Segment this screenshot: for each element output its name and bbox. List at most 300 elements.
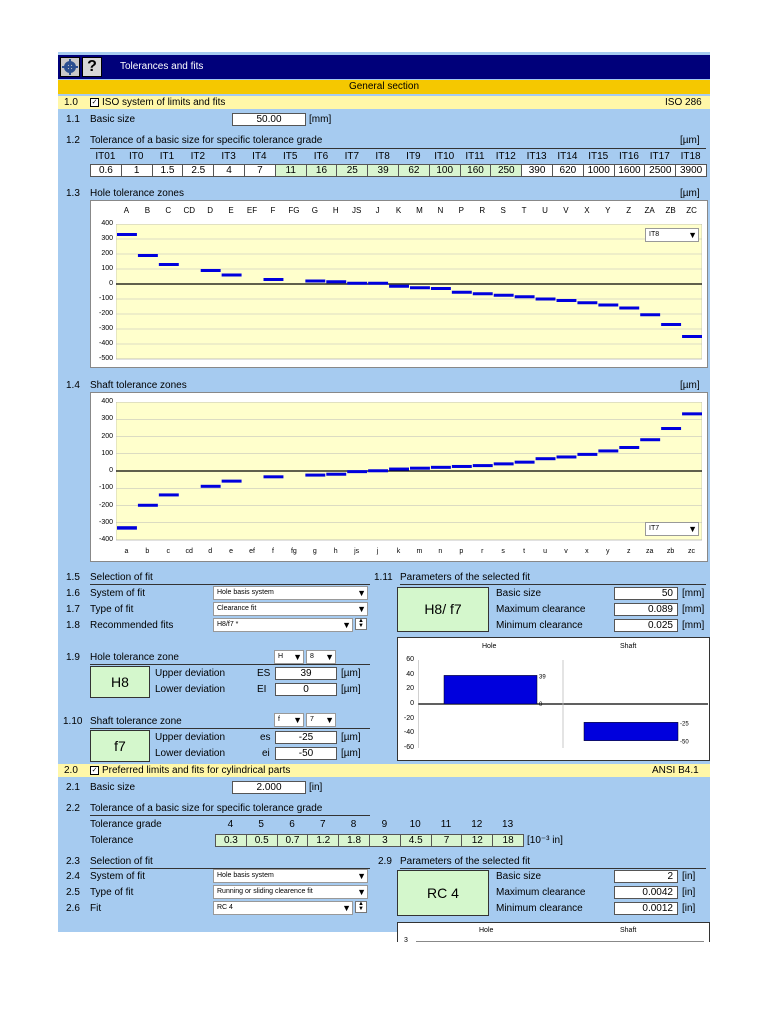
hole-upper-label: Upper deviation	[155, 668, 226, 679]
y-tick-label: -100	[98, 484, 113, 492]
zone-bar-k	[389, 468, 409, 471]
grade-header: IT11	[465, 151, 485, 162]
grade-header: IT7	[344, 151, 360, 162]
hole-zones-chart	[116, 224, 702, 360]
shaft-lower-sym: ei	[262, 748, 270, 759]
grade-value: 25	[336, 164, 368, 177]
zone-bar-ZB	[661, 323, 681, 326]
grade-value: 2500	[644, 164, 676, 177]
ansi-standard: ANSI B4.1	[652, 765, 699, 776]
grade-in-value: 0.7	[277, 834, 309, 847]
y-tick-label: -500	[98, 355, 113, 362]
ansi-checkbox[interactable]: ✓	[91, 766, 98, 774]
category-label: a	[124, 548, 129, 555]
section-2-num: 2.0	[64, 765, 78, 776]
row-num: 2.3	[66, 856, 80, 867]
divider	[90, 815, 370, 816]
category-label: D	[207, 206, 214, 215]
dropdown-arrow-icon: ▼	[293, 652, 302, 662]
recommended-fits-select[interactable]	[213, 618, 353, 632]
dropdown-arrow-icon: ▼	[357, 887, 366, 897]
grade-value: 620	[552, 164, 584, 177]
zone-bar-D	[201, 269, 221, 272]
grade-in-header: 13	[502, 819, 514, 830]
zone-bar-V	[557, 299, 577, 302]
zone-bar-M	[410, 286, 430, 289]
shaft-lower-value: -50	[275, 747, 337, 760]
grade-value: 1600	[614, 164, 646, 177]
hole-zones-label: Hole tolerance zones	[90, 188, 184, 199]
recommended-fits-spinner[interactable]: ▲ ▼	[355, 618, 367, 630]
hole-upper-value: 39	[275, 667, 337, 680]
category-label: T	[521, 206, 527, 215]
grade-in-value: 1.8	[338, 834, 370, 847]
shaft-grade-value: IT7	[649, 525, 660, 532]
row-num: 1.9	[66, 652, 80, 663]
shaft-letter-value: f	[278, 716, 280, 723]
zone-bar-zb	[661, 427, 681, 430]
y-tick-label: -60	[403, 744, 414, 751]
fit-chart-shaft-label: Shaft	[620, 643, 637, 650]
fit-selection-label: Selection of fit	[90, 572, 153, 583]
row-num: 1.5	[66, 572, 80, 583]
category-label: ZA	[644, 206, 655, 215]
zone-bar-R	[473, 292, 493, 295]
shaft-zone-display: f7	[90, 730, 150, 762]
system-of-fit-in-label: System of fit	[90, 871, 146, 882]
grade-header: IT01	[95, 151, 116, 162]
zone-bar-g	[305, 474, 325, 477]
category-label: X	[584, 206, 590, 215]
type-of-fit-in-value: Running or sliding clearence fit	[217, 888, 313, 895]
y-tick-label: 40	[406, 670, 414, 678]
category-label: K	[395, 206, 402, 215]
grade-value: 7	[244, 164, 276, 177]
type-of-fit-value: Clearance fit	[217, 605, 257, 612]
grade-in-header: 7	[320, 819, 326, 830]
category-label: V	[563, 206, 569, 215]
zone-bar-za	[640, 438, 660, 441]
category-label: k	[396, 548, 401, 555]
grade-header: IT10	[434, 151, 455, 162]
dropdown-arrow-icon: ▼	[342, 620, 351, 630]
shaft-upper-unit: [µm]	[341, 732, 361, 743]
hole-lower-value: 0	[275, 683, 337, 696]
shaft-grade-num-select[interactable]	[306, 713, 336, 727]
zone-bar-v	[557, 455, 577, 458]
shaft-zones-unit: [µm]	[680, 380, 700, 391]
hole-lower-label: Lower deviation	[155, 684, 226, 695]
param-unit: [mm]	[682, 620, 705, 631]
category-label: t	[523, 548, 526, 555]
zone-bar-ZA	[640, 313, 660, 316]
recommended-fits-label: Recommended fits	[90, 620, 174, 631]
type-of-fit-select[interactable]	[213, 602, 368, 616]
row-num: 1.6	[66, 588, 80, 599]
zone-bar-B	[138, 254, 158, 257]
dropdown-arrow-icon: ▼	[325, 652, 334, 662]
category-label: N	[437, 206, 444, 215]
zone-bar-b	[138, 504, 158, 507]
category-label: c	[166, 548, 171, 555]
category-label: B	[144, 206, 151, 215]
row-num: 2.6	[66, 903, 80, 914]
category-label: m	[416, 548, 423, 555]
section-2-title-row	[90, 765, 290, 777]
y-tick-label: -100	[98, 295, 113, 302]
grade-in-value: 12	[461, 834, 493, 847]
zone-bar-X	[577, 301, 597, 304]
zone-bar-x	[577, 453, 597, 456]
category-label: e	[229, 548, 234, 555]
y-tick-label: 0	[109, 280, 113, 287]
grade-in-value: 3	[369, 834, 401, 847]
grade-header: IT1	[159, 151, 175, 162]
param-unit: [mm]	[682, 588, 705, 599]
category-label: EF	[246, 206, 258, 215]
zone-bar-js	[347, 470, 367, 473]
param-value: 0.025	[614, 619, 678, 632]
data-label: 39	[539, 674, 546, 681]
category-label: FG	[288, 206, 300, 215]
category-label: d	[208, 548, 213, 555]
dropdown-arrow-icon: ▼	[342, 903, 351, 913]
fit-in-select[interactable]	[213, 901, 353, 915]
category-label: H	[332, 206, 339, 215]
iso-checkbox[interactable]: ✓	[91, 98, 98, 106]
grade-value: 3900	[675, 164, 707, 177]
zone-bar-y	[598, 449, 618, 452]
fit-chart-in-shaft-label: Shaft	[620, 927, 637, 934]
row-num: 1.11	[374, 572, 393, 583]
row-num: 1.7	[66, 604, 80, 615]
grade-header: IT6	[313, 151, 329, 162]
hole-lower-unit: [µm]	[341, 684, 361, 695]
row-num: 1.2	[66, 135, 80, 146]
param-label: Basic size	[496, 588, 542, 599]
zone-bar-h	[326, 473, 346, 476]
row-num: 2.4	[66, 871, 80, 882]
grade-value: 2.5	[182, 164, 214, 177]
hole-zone-label: Hole tolerance zone	[90, 652, 179, 663]
y-tick-label: -20	[403, 714, 414, 722]
param-value: 50	[614, 587, 678, 600]
category-label: v	[564, 548, 568, 555]
y-tick-label: 0	[410, 700, 414, 707]
shaft-upper-label: Upper deviation	[155, 732, 226, 743]
grade-header: IT8	[375, 151, 390, 162]
divider	[90, 728, 370, 729]
y-tick-label: -300	[98, 518, 113, 526]
grade-in-header: 8	[350, 819, 357, 830]
row-num: 1.8	[66, 620, 80, 631]
zone-bar-H	[326, 280, 346, 283]
category-label: U	[542, 206, 548, 215]
section-1-title-row	[90, 97, 225, 109]
fit-chart-hole-label: Hole	[482, 643, 497, 650]
zone-bar-e	[222, 480, 242, 483]
shaft-upper-value: -25	[275, 731, 337, 744]
category-label: n	[438, 548, 443, 555]
selected-fit-display: H8/ f7	[397, 587, 489, 632]
category-label: x	[585, 548, 589, 555]
param-unit: [in]	[682, 871, 696, 882]
section-1-num: 1.0	[64, 97, 78, 108]
category-label: A	[123, 206, 130, 215]
category-label: Y	[605, 206, 611, 215]
grades-in-unit: [10⁻³ in]	[527, 835, 563, 846]
divider	[90, 584, 370, 585]
basic-size-in-label: Basic size	[90, 782, 136, 793]
category-label: M	[416, 206, 423, 215]
grade-header: IT13	[526, 151, 547, 162]
grade-header: IT3	[221, 151, 236, 162]
dropdown-arrow-icon: ▼	[357, 871, 366, 881]
grade-in-header: 12	[471, 819, 483, 830]
shaft-zones-chart	[116, 402, 702, 541]
dropdown-arrow-icon: ▼	[357, 604, 366, 614]
hole-grade-select[interactable]	[645, 228, 699, 242]
grade-in-value: 1.2	[307, 834, 339, 847]
data-label: -25	[680, 721, 689, 728]
y-tick-label: -200	[98, 501, 113, 509]
y-tick-label: 400	[101, 220, 113, 227]
grade-value: 4	[213, 164, 245, 177]
params-in-label: Parameters of the selected fit	[400, 856, 531, 867]
grade-in-header: 9	[381, 819, 388, 830]
zone-bar-p	[452, 465, 472, 468]
hole-grade-num-value: 8	[310, 653, 314, 660]
grade-header: IT9	[406, 151, 421, 162]
grade-header: IT0	[128, 151, 144, 162]
zone-bar-d	[201, 485, 221, 488]
title-bar	[58, 55, 710, 79]
section-1-title: ISO system of limits and fits	[102, 97, 226, 108]
shaft-letter-select[interactable]	[274, 713, 304, 727]
category-label: js	[354, 548, 360, 555]
zone-bar-Y	[598, 304, 618, 307]
data-label: 0	[539, 702, 543, 708]
row-num: 2.9	[378, 856, 392, 867]
category-label: CD	[183, 206, 196, 215]
fit-chart-in-ytick: 3	[404, 937, 408, 944]
grade-value: 100	[429, 164, 461, 177]
divider	[90, 148, 706, 149]
zone-bar-z	[619, 446, 639, 449]
y-tick-label: -40	[403, 729, 414, 737]
param-unit: [mm]	[682, 604, 705, 615]
shaft-zones-label: Shaft tolerance zones	[90, 380, 187, 391]
shaft-grade-num-value: 7	[310, 716, 314, 723]
y-tick-label: -300	[98, 325, 113, 332]
category-label: b	[145, 548, 150, 555]
category-label: s	[501, 548, 505, 555]
type-of-fit-in-select[interactable]	[213, 885, 368, 899]
zone-bar-F	[264, 278, 284, 281]
divider	[400, 868, 706, 869]
y-tick-label: 200	[101, 250, 113, 257]
zone-bar-J	[368, 282, 388, 285]
category-label: zb	[666, 548, 675, 555]
hole-zone-display: H8	[90, 666, 150, 698]
fit-in-label: Fit	[90, 903, 102, 914]
category-label: ZC	[686, 206, 697, 215]
param-value: 0.0012	[614, 902, 678, 915]
grade-value: 250	[490, 164, 522, 177]
grade-header: IT16	[618, 151, 639, 162]
system-of-fit-label: System of fit	[90, 588, 146, 599]
fit-in-value: RC 4	[217, 904, 233, 911]
y-tick-label: 20	[406, 685, 414, 693]
zone-bar-m	[410, 467, 430, 470]
hole-upper-sym: ES	[257, 668, 271, 679]
category-label: ef	[249, 548, 255, 555]
category-label: cd	[185, 548, 193, 555]
row-num: 2.1	[66, 782, 80, 793]
window-title: Tolerances and fits	[120, 61, 204, 72]
grade-header: IT18	[680, 151, 701, 162]
system-of-fit-value: Hole basis system	[217, 589, 274, 596]
data-label: -50	[680, 739, 689, 746]
shaft-lower-unit: [µm]	[341, 748, 361, 759]
zone-bar-r	[473, 464, 493, 467]
fit-deviation-chart	[418, 660, 708, 750]
zone-bar-C	[159, 263, 179, 266]
grade-in-header: 11	[440, 819, 452, 830]
y-tick-label: 300	[101, 235, 113, 242]
zone-bar-s	[494, 462, 514, 465]
category-label: F	[270, 206, 276, 215]
shaft-grade-select[interactable]	[645, 522, 699, 536]
grade-in-value: 18	[492, 834, 524, 847]
param-value: 0.0042	[614, 886, 678, 899]
grade-in-header: 10	[409, 819, 421, 830]
zone-bar-E	[222, 274, 242, 277]
grade-header: IT12	[495, 151, 516, 162]
basic-size-in-input[interactable]: 2.000	[232, 781, 306, 794]
category-label: S	[500, 206, 506, 215]
gear-icon[interactable]	[60, 57, 80, 77]
grade-header: IT4	[252, 151, 267, 162]
shaft-upper-sym: es	[260, 732, 271, 743]
zone-bar-ZC	[682, 335, 702, 338]
category-label: fg	[290, 548, 297, 555]
grade-header: IT15	[588, 151, 609, 162]
basic-size-in-unit: [in]	[309, 782, 323, 793]
divider	[90, 664, 370, 665]
basic-size-input[interactable]: 50.00	[232, 113, 306, 126]
zone-bar-N	[431, 287, 451, 290]
y-tick-label: 100	[101, 449, 113, 457]
category-label: za	[645, 548, 654, 555]
grade-value: 1000	[583, 164, 615, 177]
dropdown-arrow-icon: ▼	[293, 715, 302, 725]
fit-chart-in-plot-top	[416, 941, 704, 942]
hole-bar	[444, 675, 537, 704]
category-label: C	[165, 206, 172, 215]
hole-lower-sym: EI	[257, 684, 267, 695]
hole-letter-select[interactable]	[274, 650, 304, 664]
grade-in-value: 0.5	[246, 834, 278, 847]
grades-in-label: Tolerance of a basic size for specific tolerance grade	[90, 803, 323, 814]
zone-bar-G	[305, 280, 325, 283]
param-label: Minimum clearance	[496, 903, 583, 914]
category-label: ZB	[665, 206, 676, 215]
dropdown-arrow-icon: ▼	[357, 588, 366, 598]
grade-in-value: 4.5	[400, 834, 432, 847]
dropdown-arrow-icon: ▼	[688, 524, 697, 534]
general-section-header: General section	[58, 80, 710, 94]
shaft-lower-label: Lower deviation	[155, 748, 226, 759]
fit-in-spinner[interactable]: ▲ ▼	[355, 901, 367, 913]
selected-fit-in-display: RC 4	[397, 870, 489, 916]
zone-bar-JS	[347, 282, 367, 285]
zone-bar-zc	[682, 412, 702, 415]
grades-label: Tolerance of a basic size for specific tolerance grade	[90, 135, 323, 146]
param-label: Minimum clearance	[496, 620, 583, 631]
grade-value: 390	[521, 164, 553, 177]
category-label: J	[375, 206, 380, 215]
zone-bar-n	[431, 466, 451, 469]
grade-in-header: 5	[258, 819, 264, 830]
zone-bar-Z	[619, 307, 639, 310]
row-num: 2.5	[66, 887, 80, 898]
category-label: Z	[626, 206, 632, 215]
params-label: Parameters of the selected fit	[400, 572, 531, 583]
row-num: 1.1	[66, 114, 80, 125]
grade-value: 0.6	[90, 164, 122, 177]
y-tick-label: -400	[98, 536, 113, 543]
grade-value: 62	[398, 164, 430, 177]
divider	[400, 584, 706, 585]
category-label: R	[479, 206, 486, 215]
row-num: 1.10	[63, 716, 83, 727]
hole-letter-value: H	[278, 653, 284, 660]
hole-grade-value: IT8	[649, 231, 660, 238]
category-label: r	[481, 548, 484, 555]
category-label: z	[626, 548, 631, 555]
grade-header: IT2	[190, 151, 206, 162]
zone-bar-j	[368, 469, 388, 472]
y-tick-label: 60	[406, 656, 414, 663]
system-of-fit-in-value: Hole basis system	[217, 872, 274, 879]
category-label: P	[458, 206, 464, 215]
zone-bar-U	[536, 298, 556, 301]
fit-chart-in-hole-label: Hole	[479, 927, 494, 934]
row-num: 2.2	[66, 803, 80, 814]
grade-header: IT17	[649, 151, 670, 162]
grade-value: 16	[306, 164, 338, 177]
tolerance-grade-label: Tolerance grade	[90, 819, 162, 830]
category-label: G	[311, 206, 318, 215]
param-value: 2	[614, 870, 678, 883]
param-unit: [in]	[682, 903, 696, 914]
help-icon[interactable]: ?	[82, 57, 102, 77]
param-value: 0.089	[614, 603, 678, 616]
grade-value: 1	[121, 164, 153, 177]
category-label: u	[543, 548, 547, 555]
hole-grade-num-select[interactable]	[306, 650, 336, 664]
tolerance-label: Tolerance	[90, 835, 134, 846]
grade-in-header: 4	[227, 819, 234, 830]
zone-bar-u	[536, 457, 556, 460]
category-label: f	[271, 548, 274, 555]
system-of-fit-select[interactable]	[213, 586, 368, 600]
system-of-fit-in-select[interactable]	[213, 869, 368, 883]
zone-bar-c	[159, 493, 179, 496]
hole-zones-unit: [µm]	[680, 188, 700, 199]
shaft-zone-label: Shaft tolerance zone	[90, 716, 182, 727]
